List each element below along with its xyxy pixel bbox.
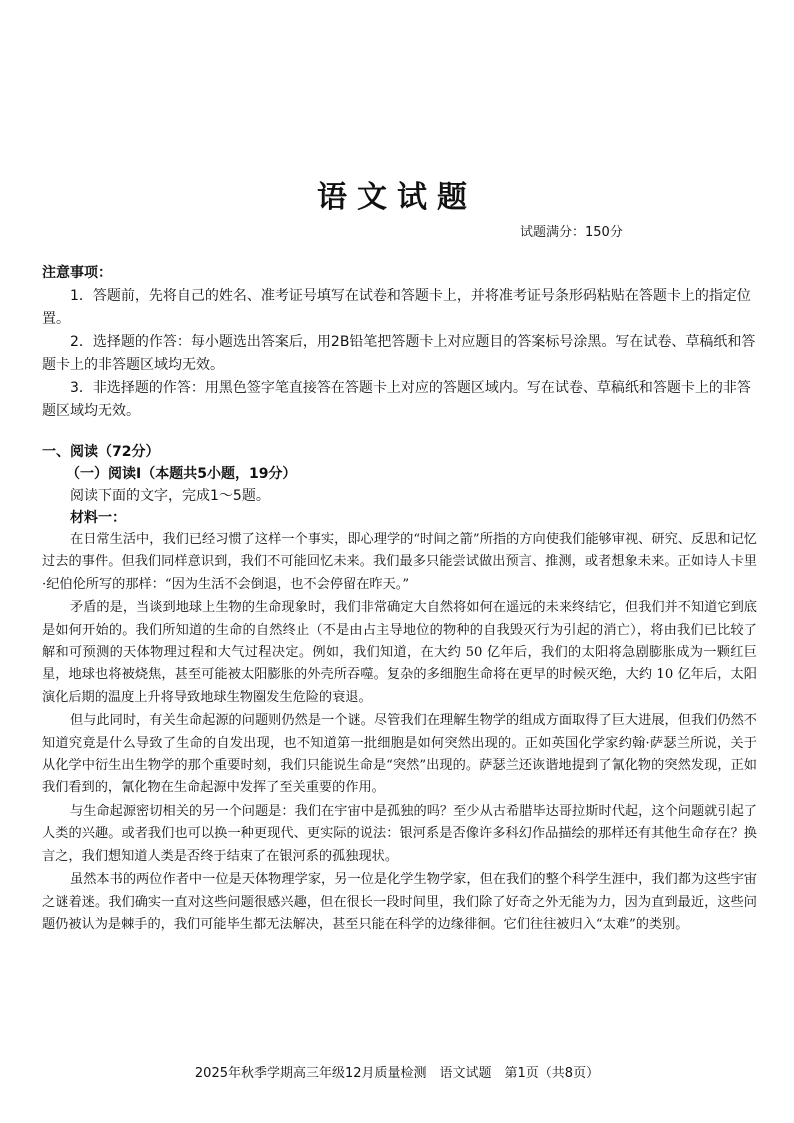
full-score-label: 试题满分：150分 <box>520 225 623 240</box>
passage-paragraph: 矛盾的是，当谈到地球上生物的生命现象时，我们非常确定大自然将如何在遥远的未来终结它，但我们并不知道它到底是如何开始的。我们所知道的生命的自然终止（不是由占主导地位的物种的自我毁灭行为引起的消亡），将由我们已比较了解和可预测的天体物理过程和大气过程决定。例如，我们知道，在大约 50 亿年后，我们的太阳将急剧膨胀成为一颗红巨星，地球也将被烧焦，甚至可能被太阳膨胀的外壳所吞噬。复杂的多细胞生命将在更早的时候灭绝，大约 10 亿年后，太阳演化后期的温度上升将导致地球生物圈发生危险的衰退。 <box>42 600 757 705</box>
notice-block <box>42 262 757 423</box>
page-title: 语文试题 <box>317 180 477 215</box>
notice-item: 1．答题前，先将自己的姓名、准考证号填写在试卷和答题卡上，并将准考证号条形码粘贴在答题卡上的指定位置。 <box>42 288 751 327</box>
passage-paragraph: 在日常生活中，我们已经习惯了这样一个事实，即心理学的“时间之箭”所指的方向使我们能够审视、研究、反思和记忆过去的事件。但我们同样意识到，我们不可能回忆未来。我们最多只能尝试做出预言、推测，或者想象未来。正如诗人卡里·纪伯伦所写的那样：“因为生活不会倒退，也不会停留在昨天。” <box>42 532 757 592</box>
passage-paragraph: 与生命起源密切相关的另一个问题是：我们在宇宙中是孤独的吗？至少从古希腊毕达哥拉斯时代起，这个问题就引起了人类的兴趣。或者我们也可以换一种更现代、更实际的说法：银河系是否像许多科幻作品描绘的那样还有其他生命存在？换言之，我们想知道人类是否终于结束了在银河系的孤独现状。 <box>42 803 757 864</box>
passage-paragraph: 虽然本书的两位作者中一位是天体物理学家，另一位是化学生物学家，但在我们的整个科学生涯中，我们都为这些宇宙之谜着迷。我们确实一直对这些问题很感兴趣，但在很长一段时间里，我们除了好奇之外无能为力，因为直到最近，这些问题仍被认为是棘手的，我们可能毕生都无法解决，甚至只能在科学的边缘徘徊。它们往往被归入“太难”的类别。 <box>42 872 757 932</box>
subsection-title: （一）阅读Ⅰ（本题共5小题，19分） <box>66 466 297 482</box>
notice-item: 3．非选择题的作答：用黑色签字笔直接答在答题卡上对应的答题区域内。写在试卷、草稿纸和答题卡上的非答题区域均无效。 <box>42 380 751 419</box>
section-header <box>42 441 757 529</box>
section-part-title: 一、阅读（72分） <box>42 444 160 460</box>
notice-heading: 注意事项： <box>42 265 112 281</box>
page-footer: 2025年秋季学期高三年级12月质量检测 语文试题 第1页（共8页） <box>194 1066 600 1081</box>
material-label: 材料一： <box>70 510 126 526</box>
notice-item: 2．选择题的作答：每小题选出答案后，用2B铅笔把答题卡上对应题目的答案标号涂黑。写在试卷、草稿纸和答题卡上的非答题区域均无效。 <box>42 334 756 373</box>
passage-paragraph: 但与此同时，有关生命起源的问题则仍然是一个谜。尽管我们在理解生物学的组成方面取得了巨大进展，但我们仍然不知道究竟是什么导致了生命的自发出现，也不知道第一批细胞是如何突然出现的。正如英国化学家约翰·萨瑟兰所说，关于从化学中衍生出生物学的那个重要时刻，我们只能说生命是“突然”出现的。萨瑟兰还诙谐地提到了氰化物的突然发现，正如我们看到的，氰化物在生命起源中发挥了至关重要的作用。 <box>42 713 757 796</box>
reading-instruction: 阅读下面的文字，完成1～5题。 <box>70 488 270 504</box>
passage-body <box>42 529 757 937</box>
